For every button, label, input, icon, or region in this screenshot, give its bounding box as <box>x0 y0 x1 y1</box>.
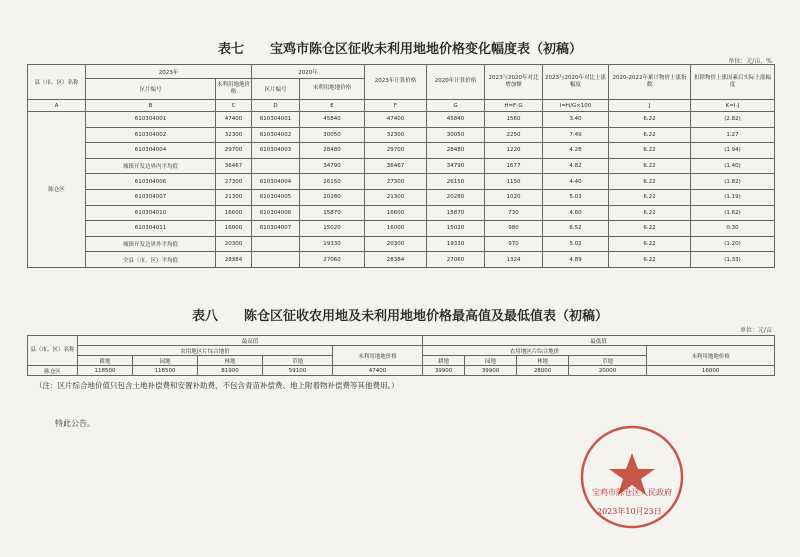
issue-date: 2023年10月23日 <box>597 507 662 516</box>
zone-2020-cell <box>252 236 300 252</box>
net-increase-cell: (1.40) <box>691 158 775 174</box>
county-cell: 陈仓区 <box>28 112 86 268</box>
unused-price-2020-cell: 45840 <box>300 112 365 128</box>
t8-header-cultivated: 耕地 <box>423 356 465 366</box>
increase-cell: 1220 <box>485 143 543 159</box>
increase-pct-cell: 3.40 <box>543 112 609 128</box>
increase-pct-cell: 5.03 <box>543 189 609 205</box>
zone-2023-cell: 610304010 <box>86 205 216 221</box>
t8-header-cultivated: 耕地 <box>78 356 133 366</box>
table-row <box>28 205 775 221</box>
table-row <box>28 366 775 376</box>
table7-title: 表七 宝鸡市陈仓区征收未利用地地价格变化幅度表（初稿） <box>217 42 582 57</box>
net-increase-cell: 0.30 <box>691 221 775 237</box>
t8-header-min: 最低值 <box>423 336 775 346</box>
calc-price-2020-cell: 26150 <box>427 174 485 190</box>
t8-header-forest: 林地 <box>198 356 263 366</box>
t8-min-garden: 39900 <box>465 366 517 376</box>
increase-cell: 970 <box>485 236 543 252</box>
increase-cell: 1324 <box>485 252 543 268</box>
letter-cell: J <box>609 100 691 112</box>
header-increase: 2023与2020年对比增加额 <box>485 65 543 100</box>
calc-price-2020-cell: 30050 <box>427 127 485 143</box>
net-increase-cell: (2.82) <box>691 112 775 128</box>
unused-price-2023-cell: 20300 <box>216 236 252 252</box>
calc-price-2020-cell: 45840 <box>427 112 485 128</box>
unused-price-2023-cell: 21300 <box>216 189 252 205</box>
increase-pct-cell: 7.49 <box>543 127 609 143</box>
zone-2023-cell: 610304004 <box>86 143 216 159</box>
increase-cell: 1020 <box>485 189 543 205</box>
t8-max-garden: 118500 <box>133 366 198 376</box>
letter-cell: B <box>86 100 216 112</box>
table-row <box>28 236 775 252</box>
unused-price-2023-cell: 29700 <box>216 143 252 159</box>
calc-price-2023-cell: 36467 <box>365 158 427 174</box>
t8-max-cultivated: 118500 <box>78 366 133 376</box>
zone-2023-cell: 城镇开发边界内平均值 <box>86 158 216 174</box>
t8-min-forest: 28000 <box>517 366 569 376</box>
header-calc-2023: 2023年计算价格 <box>365 65 427 100</box>
letter-cell: E <box>300 100 365 112</box>
cumulative-index-cell: 6.22 <box>609 158 691 174</box>
calc-price-2020-cell: 15870 <box>427 205 485 221</box>
zone-2020-cell: 610304006 <box>252 205 300 221</box>
calc-price-2020-cell: 34790 <box>427 158 485 174</box>
unused-price-2023-cell: 16000 <box>216 221 252 237</box>
table7 <box>27 64 775 268</box>
zone-2020-cell: 610304004 <box>252 174 300 190</box>
notice-text: 特此公告。 <box>55 419 95 428</box>
calc-price-2023-cell: 27300 <box>365 174 427 190</box>
letter-cell: F <box>365 100 427 112</box>
table-row <box>28 143 775 159</box>
table-row <box>28 158 775 174</box>
calc-price-2023-cell: 32300 <box>365 127 427 143</box>
letter-cell: G <box>427 100 485 112</box>
unused-price-2023-cell: 47400 <box>216 112 252 128</box>
zone-2020-cell: 610304001 <box>252 112 300 128</box>
increase-pct-cell: 5.02 <box>543 236 609 252</box>
header-zone-2023: 区片编号 <box>86 79 216 100</box>
letter-cell: C <box>216 100 252 112</box>
t8-min-grass: 20000 <box>569 366 647 376</box>
cumulative-index-cell: 6.22 <box>609 127 691 143</box>
t8-header-grass: 草地 <box>569 356 647 366</box>
table-row <box>28 189 775 205</box>
increase-pct-cell: 4.40 <box>543 174 609 190</box>
t8-header-grass: 草地 <box>263 356 333 366</box>
calc-price-2023-cell: 21300 <box>365 189 427 205</box>
letter-row <box>28 100 775 112</box>
header-county: 县（市、区）名称 <box>28 65 86 100</box>
letter-cell: A <box>28 100 86 112</box>
table8 <box>27 335 775 376</box>
zone-2023-cell: 610304011 <box>86 221 216 237</box>
unused-price-2020-cell: 19330 <box>300 236 365 252</box>
cumulative-index-cell: 6.22 <box>609 236 691 252</box>
unused-price-2023-cell: 32300 <box>216 127 252 143</box>
header-2020: 2020年 <box>252 65 365 79</box>
increase-pct-cell: 4.82 <box>543 158 609 174</box>
zone-2023-cell: 610304001 <box>86 112 216 128</box>
unused-price-2020-cell: 20280 <box>300 189 365 205</box>
unused-price-2023-cell: 36467 <box>216 158 252 174</box>
increase-cell: 2250 <box>485 127 543 143</box>
increase-cell: 1560 <box>485 112 543 128</box>
net-increase-cell: (1.19) <box>691 189 775 205</box>
calc-price-2023-cell: 16600 <box>365 205 427 221</box>
zone-2023-cell: 610304007 <box>86 189 216 205</box>
zone-2020-cell <box>252 252 300 268</box>
calc-price-2023-cell: 20300 <box>365 236 427 252</box>
t8-header-forest: 林地 <box>517 356 569 366</box>
header-cumulative-index: 2020-2022年累计物价上涨指数 <box>609 65 691 100</box>
net-increase-cell: (1.94) <box>691 143 775 159</box>
cumulative-index-cell: 6.22 <box>609 205 691 221</box>
unused-price-2023-cell: 16600 <box>216 205 252 221</box>
t8-header-farm-min: 农用地区片综合地价 <box>423 346 647 356</box>
calc-price-2023-cell: 47400 <box>365 112 427 128</box>
footnote: （注：区片综合地价值只包含土地补偿费和安置补助费，不包含青苗补偿费、地上附着物补偿费等其他费用。） <box>35 381 399 390</box>
unused-price-2023-cell: 27300 <box>216 174 252 190</box>
letter-cell: D <box>252 100 300 112</box>
increase-pct-cell: 4.28 <box>543 143 609 159</box>
net-increase-cell: (1.62) <box>691 205 775 221</box>
calc-price-2023-cell: 29700 <box>365 143 427 159</box>
increase-cell: 1677 <box>485 158 543 174</box>
unused-price-2023-cell: 28384 <box>216 252 252 268</box>
calc-price-2020-cell: 15020 <box>427 221 485 237</box>
header-calc-2020: 2020年计算价格 <box>427 65 485 100</box>
cumulative-index-cell: 6.22 <box>609 252 691 268</box>
zone-2023-cell: 610304002 <box>86 127 216 143</box>
increase-pct-cell: 4.60 <box>543 205 609 221</box>
calc-price-2020-cell: 19330 <box>427 236 485 252</box>
unused-price-2020-cell: 27060 <box>300 252 365 268</box>
net-increase-cell: (1.33) <box>691 252 775 268</box>
issuing-organization: 宝鸡市陈仓区人民政府 <box>592 488 672 497</box>
zone-2020-cell: 610304007 <box>252 221 300 237</box>
header-unused-2020: 未利用地地价格 <box>300 79 365 100</box>
net-increase-cell: (1.20) <box>691 236 775 252</box>
t8-header-unused-max: 未利用地地价格 <box>333 346 423 366</box>
calc-price-2020-cell: 27060 <box>427 252 485 268</box>
increase-pct-cell: 6.52 <box>543 221 609 237</box>
letter-cell: I=H/G×100 <box>543 100 609 112</box>
t8-header-unused-min: 未利用地地价格 <box>647 346 775 366</box>
table-row <box>28 112 775 128</box>
t8-max-grass: 59100 <box>263 366 333 376</box>
table-row <box>28 221 775 237</box>
zone-2023-cell: 610304006 <box>86 174 216 190</box>
calc-price-2023-cell: 28384 <box>365 252 427 268</box>
t8-header-county: 县（市、区）名称 <box>28 336 78 366</box>
header-2023: 2023年 <box>86 65 252 79</box>
t8-min-cultivated: 39900 <box>423 366 465 376</box>
letter-cell: H=F-G <box>485 100 543 112</box>
t8-max-unused: 47400 <box>333 366 423 376</box>
unused-price-2020-cell: 28480 <box>300 143 365 159</box>
zone-2020-cell: 610304005 <box>252 189 300 205</box>
unused-price-2020-cell: 15870 <box>300 205 365 221</box>
table8-unit: 单位：元/亩 <box>739 327 772 334</box>
net-increase-cell: 1.27 <box>691 127 775 143</box>
t8-header-farm-max: 农用地区片综合地价 <box>78 346 333 356</box>
t8-county: 陈仓区 <box>28 366 78 376</box>
t8-max-forest: 81900 <box>198 366 263 376</box>
t8-min-unused: 16000 <box>647 366 775 376</box>
increase-cell: 730 <box>485 205 543 221</box>
unused-price-2020-cell: 26150 <box>300 174 365 190</box>
increase-cell: 980 <box>485 221 543 237</box>
header-unused-2023: 未利用地地价格 <box>216 79 252 100</box>
increase-cell: 1150 <box>485 174 543 190</box>
zone-2020-cell <box>252 158 300 174</box>
cumulative-index-cell: 6.22 <box>609 221 691 237</box>
calc-price-2020-cell: 28480 <box>427 143 485 159</box>
header-zone-2020: 区片编号 <box>252 79 300 100</box>
header-net-increase: 扣除物价上涨因素后实际上涨幅度 <box>691 65 775 100</box>
t8-header-garden: 园地 <box>465 356 517 366</box>
calc-price-2020-cell: 20280 <box>427 189 485 205</box>
zone-2023-cell: 全县（市、区）平均值 <box>86 252 216 268</box>
zone-2020-cell: 610304003 <box>252 143 300 159</box>
t8-header-garden: 园地 <box>133 356 198 366</box>
table-row <box>28 127 775 143</box>
unused-price-2020-cell: 30050 <box>300 127 365 143</box>
cumulative-index-cell: 6.22 <box>609 143 691 159</box>
table-row <box>28 174 775 190</box>
table7-unit: 单位：元/亩、% <box>728 58 772 65</box>
unused-price-2020-cell: 34790 <box>300 158 365 174</box>
letter-cell: K=I-J <box>691 100 775 112</box>
table-row <box>28 252 775 268</box>
increase-pct-cell: 4.89 <box>543 252 609 268</box>
unused-price-2020-cell: 15020 <box>300 221 365 237</box>
zone-2020-cell: 610304002 <box>252 127 300 143</box>
net-increase-cell: (1.82) <box>691 174 775 190</box>
cumulative-index-cell: 6.22 <box>609 174 691 190</box>
t8-header-max: 最高值 <box>78 336 423 346</box>
header-increase-pct: 2023与2020年对比上涨幅度 <box>543 65 609 100</box>
calc-price-2023-cell: 16000 <box>365 221 427 237</box>
cumulative-index-cell: 6.22 <box>609 112 691 128</box>
table8-title: 表八 陈仓区征收农用地及未利用地地价格最高值及最低值表（初稿） <box>191 309 608 324</box>
cumulative-index-cell: 6.22 <box>609 189 691 205</box>
zone-2023-cell: 城镇开发边界外平均值 <box>86 236 216 252</box>
